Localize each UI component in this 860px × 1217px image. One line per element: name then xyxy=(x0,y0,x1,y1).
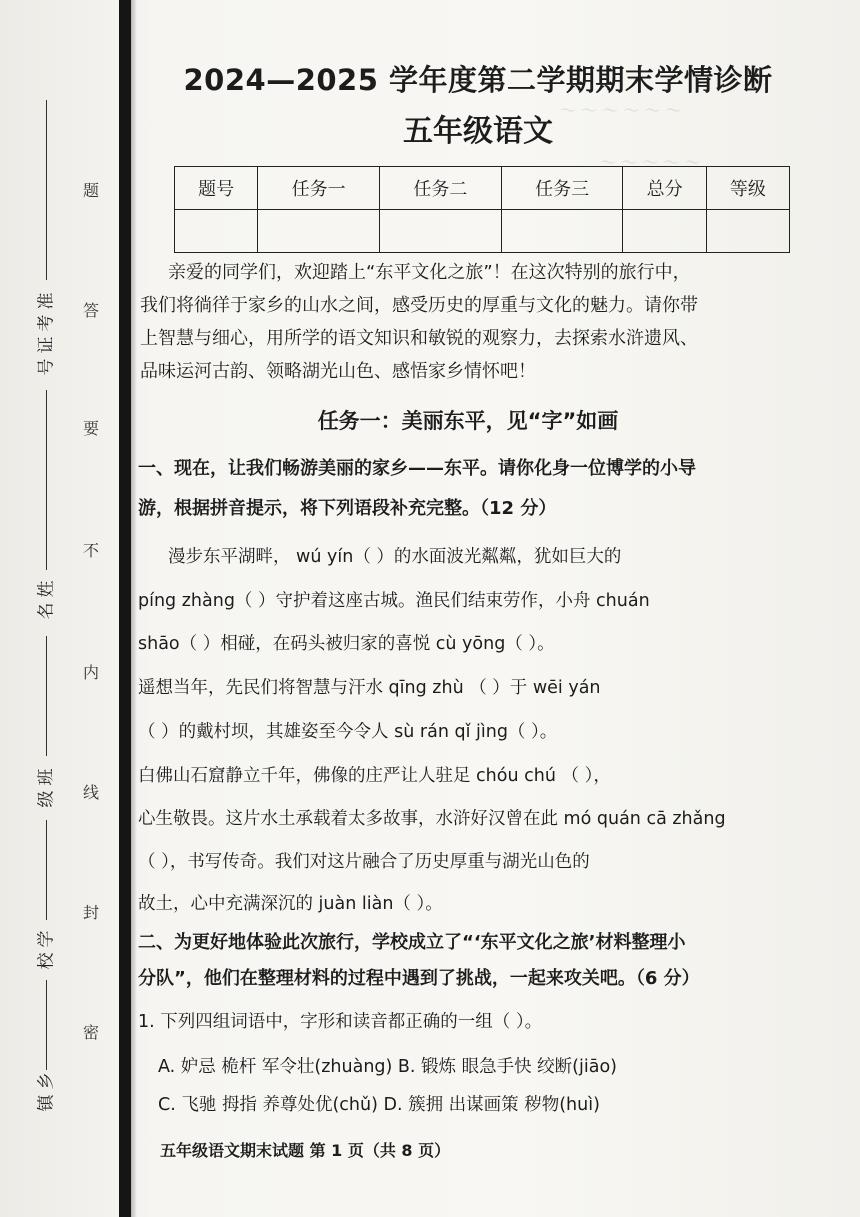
binding-label-char: 证 xyxy=(36,336,56,354)
township-label xyxy=(16,1070,76,1114)
binding-label-text xyxy=(38,578,55,622)
q1-heading-line: 游，根据拼音提示，将下列语段补充完整。（12 分） xyxy=(138,498,557,519)
task1-title: 任务一：美丽东平，见“字”如画 xyxy=(317,409,619,433)
binding-label-char: 镇 xyxy=(36,1094,56,1112)
passage-line: （ ），书写传奇。我们对这片融合了历史厚重与湖光山色的 xyxy=(138,852,590,872)
admission-number-line xyxy=(46,100,47,280)
passage-line: 心生敬畏。这片水土承载着太多故事，水浒好汉曾在此 mó quán cā zhǎng xyxy=(138,809,726,829)
class-line xyxy=(46,636,47,756)
q2-option-line: C. 飞驰 拇指 养尊处优(chǔ) D. 簇拥 出谋画策 秽物(huì) xyxy=(158,1095,600,1115)
intro-line: 亲爱的同学们，欢迎踏上“东平文化之旅”！在这次特别的旅行中， xyxy=(168,262,691,283)
score-cell[interactable] xyxy=(380,210,502,253)
q2-sub1-stem: 1. 下列四组词语中，字形和读音都正确的一组（ ）。 xyxy=(138,1012,543,1032)
binding-label-char: 班 xyxy=(36,768,56,786)
seal-char: 封 xyxy=(82,903,99,922)
score-header-cell: 任务一 xyxy=(258,167,380,210)
seal-char: 要 xyxy=(82,419,99,438)
score-header-cell: 任务三 xyxy=(501,167,623,210)
score-header-row xyxy=(175,167,790,210)
name-line xyxy=(46,390,47,570)
passage-line: shāo（ ）相碰，在码头被归家的喜悦 cù yōng（ ）。 xyxy=(138,634,555,654)
page-footer: 五年级语文期末试题 第 1 页（共 8 页） xyxy=(160,1141,451,1160)
passage-line: （ ）的戴村坝，其雄姿至今令人 sù rán qǐ jìng（ ）。 xyxy=(138,722,558,742)
name-label xyxy=(16,578,76,622)
score-cell[interactable] xyxy=(258,210,380,253)
bleed-through: ～ ～ ～ ～ ～ xyxy=(600,153,701,172)
binding-label-char: 学 xyxy=(36,930,56,948)
binding-label-char: 名 xyxy=(36,602,56,620)
binding-label-text xyxy=(38,1070,55,1114)
binding-label-char: 考 xyxy=(36,314,56,332)
score-header-cell: 任务二 xyxy=(380,167,502,210)
seal-char: 不 xyxy=(82,541,99,560)
score-table xyxy=(174,166,790,253)
score-cell[interactable] xyxy=(623,210,706,253)
intro-line: 我们将徜徉于家乡的山水之间，感受历史的厚重与文化的魅力。请你带 xyxy=(140,295,698,316)
seal-char: 密 xyxy=(82,1023,99,1042)
binding-strip xyxy=(119,0,131,1217)
q2-heading-line: 分队”，他们在整理材料的过程中遇到了挑战，一起来攻关吧。（6 分） xyxy=(138,968,700,989)
passage-line: 白佛山石窟静立千年，佛像的庄严让人驻足 chóu chú （ ）， xyxy=(138,766,611,786)
passage-line: 故土，心中充满深沉的 juàn liàn（ ）。 xyxy=(138,894,443,914)
seal-char: 线 xyxy=(82,783,99,802)
binding-label-text xyxy=(38,290,55,378)
passage-line: 遥想当年，先民们将智慧与汗水 qīng zhù （ ）于 wēi yán xyxy=(138,678,601,698)
score-cell[interactable] xyxy=(706,210,789,253)
bleed-through: ～ ～ ～ ～ ～ ～ xyxy=(560,101,682,120)
binding-shadow xyxy=(131,0,137,1217)
q1-heading-line: 一、现在，让我们畅游美丽的家乡——东平。请你化身一位博学的小导 xyxy=(138,458,696,479)
passage-line: 漫步东平湖畔， wú yín（ ）的水面波光粼粼，犹如巨大的 xyxy=(168,547,622,567)
seal-char: 题 xyxy=(82,181,99,200)
exam-title: 2024—2025 学年度第二学期期末学情诊断 xyxy=(183,63,773,97)
intro-line: 品味运河古韵、领略湖光山色、感悟家乡情怀吧！ xyxy=(140,361,536,382)
exam-subtitle: 五年级语文 xyxy=(403,114,553,149)
school-line xyxy=(46,820,47,920)
school-label xyxy=(16,928,76,972)
binding-label-text xyxy=(38,766,55,810)
admission-number-label xyxy=(16,290,76,378)
binding-label-char: 乡 xyxy=(36,1072,56,1090)
binding-label-char: 级 xyxy=(36,790,56,808)
passage-line: píng zhàng（ ）守护着这座古城。渔民们结束劳作，小舟 chuán xyxy=(138,591,650,611)
score-header-cell: 等级 xyxy=(706,167,789,210)
score-header-cell: 总分 xyxy=(623,167,706,210)
township-line xyxy=(46,980,47,1070)
binding-label-char: 号 xyxy=(36,358,56,376)
binding-label-char: 姓 xyxy=(36,580,56,598)
binding-label-char: 校 xyxy=(36,952,56,970)
score-header-cell: 题号 xyxy=(175,167,258,210)
class-label xyxy=(16,766,76,810)
score-cell[interactable] xyxy=(175,210,258,253)
score-value-row xyxy=(175,210,790,253)
q2-option-line: A. 妒忌 桅杆 军令壮(zhuàng) B. 锻炼 眼急手快 绞断(jiāo) xyxy=(158,1057,617,1077)
seal-char: 内 xyxy=(82,663,99,682)
binding-label-char: 准 xyxy=(36,292,56,310)
seal-char: 答 xyxy=(82,301,99,320)
binding-label-text xyxy=(38,928,55,972)
q2-heading-line: 二、为更好地体验此次旅行，学校成立了“‘东平文化之旅’材料整理小 xyxy=(138,932,686,953)
intro-line: 上智慧与细心，用所学的语文知识和敏锐的观察力，去探索水浒遗风、 xyxy=(140,328,698,349)
score-cell[interactable] xyxy=(501,210,623,253)
